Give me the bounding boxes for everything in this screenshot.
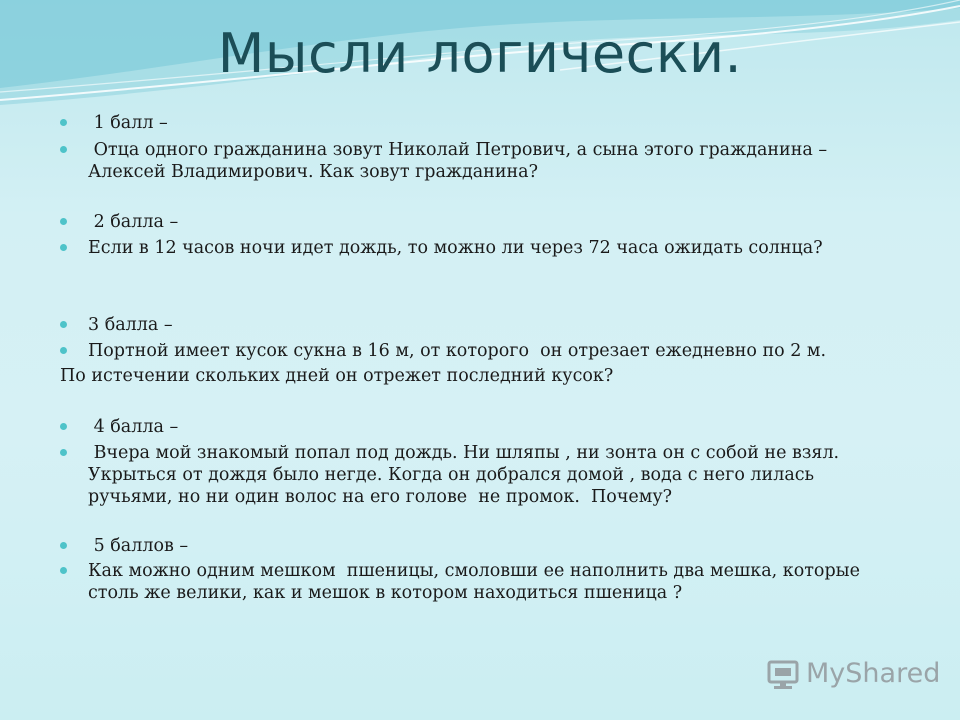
- bullet-icon: [60, 146, 67, 153]
- bullet-icon: [60, 347, 67, 354]
- watermark-text: MyShared: [806, 658, 941, 689]
- bullet-icon: [60, 542, 67, 549]
- bullet-icon: [60, 423, 67, 430]
- myshared-watermark[interactable]: [766, 656, 941, 696]
- bullet-icon: [60, 244, 67, 251]
- bullet-icon: [60, 119, 67, 126]
- bullet-icon: [60, 449, 67, 456]
- bullet-icon: [60, 218, 67, 225]
- bullet-icon: [60, 567, 67, 574]
- monitor-icon: [766, 658, 800, 692]
- slide-title: Мысли логически.: [217, 22, 743, 85]
- bullet-icon: [60, 321, 67, 328]
